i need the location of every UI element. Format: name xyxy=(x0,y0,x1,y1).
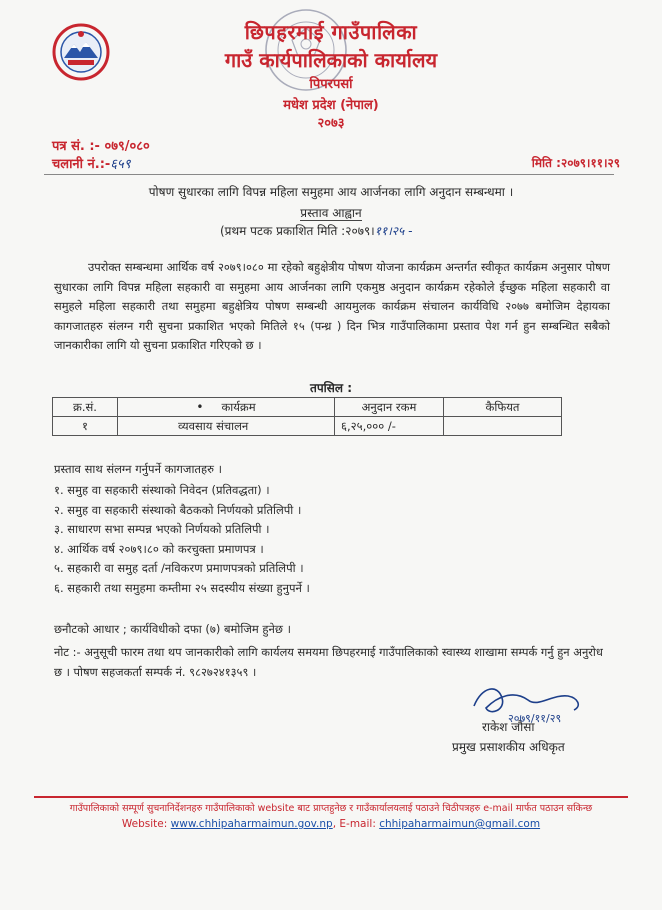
letterhead-location: पिपरपर्सा xyxy=(309,77,353,92)
letterhead-municipality: छिपहरमाई गाउँपालिका xyxy=(244,20,418,44)
program-table xyxy=(52,397,562,436)
table-cell-remarks xyxy=(444,417,562,436)
contact-note: नोट :- अनुसूची फारम तथा थप जानकारीको लागि कार्यलय समयमा छिपहरमाई गाउँपालिकाको स्वास्थ्य शाखामा सम्पर्क गर्नु हुन अनुरोध छ । पोषण सहजकर्ता सम्पर्क नं. ९८२७२४१३५९ । xyxy=(54,645,603,679)
list-item: ५. सहकारी वा समुह दर्ता /नविकरण प्रमाणपत्रको प्रतिलिपी । xyxy=(54,561,304,575)
table-cell-amount: ६,२५,००० /- xyxy=(335,417,444,436)
letter-number-label: पत्र सं. :- xyxy=(52,139,100,154)
table-header-program-text: कार्यक्रम xyxy=(221,399,256,414)
header-divider xyxy=(44,174,614,175)
table-header-remarks: कैफियत xyxy=(444,398,562,417)
published-date xyxy=(220,222,412,239)
details-heading: तपसिल : xyxy=(310,381,352,395)
letter-date-label: मिति : xyxy=(531,156,561,170)
dispatch-number-value: ६५९ xyxy=(110,157,131,172)
list-item: ४. आर्थिक वर्ष २०७९।८० को करचुक्ता प्रमाणपत्र । xyxy=(54,541,264,556)
bullet-dot: • xyxy=(196,399,204,414)
signature-date: २०७९/११/२९ xyxy=(508,712,562,725)
email-link[interactable]: chhipaharmaimun@gmail.com xyxy=(379,818,541,830)
letter-subject: पोषण सुधारका लागि विपन्न महिला समुहमा आय आर्जनका लागि अनुदान सम्बन्धमा । xyxy=(148,185,514,199)
footer-email-label: , E-mail: xyxy=(332,818,376,830)
table-header-serial: क्र.सं. xyxy=(53,398,118,417)
footer-contact xyxy=(0,818,662,830)
table-cell-program: व्यवसाय संचालन xyxy=(118,417,335,436)
website-link[interactable]: www.chhipaharmaimun.gov.np xyxy=(170,818,333,830)
letter-date xyxy=(532,154,620,171)
list-item: ६. सहकारी तथा समुहमा कम्तीमा २५ सदस्यीय संख्या हुनुपर्ने । xyxy=(54,580,310,595)
footer-divider xyxy=(34,796,628,798)
notice-title-text: प्रस्ताव आह्वान xyxy=(300,206,362,220)
list-item: ३. साधारण सभा सम्पन्न भएको निर्णयको प्रतिलिपी । xyxy=(54,522,270,536)
table-header-row xyxy=(53,398,562,417)
published-date-value: ११।२५ - xyxy=(374,224,413,238)
letterhead-year: २०७३ xyxy=(317,116,345,131)
table-header-amount: अनुदान रकम xyxy=(335,398,444,417)
table-header-program xyxy=(118,398,335,417)
selection-basis: छनौटको आधार ; कार्यविधीको दफा (७) बमोजिम हुनेछ । xyxy=(54,622,291,636)
footer-info: गाउँपालिकाको सम्पूर्ण सुचनानिर्देशनहरु गाउँपालिकाको website बाट प्राप्तहुनेछ र गाउँकार्यालयलाई पठाउने चिठीपत्रहरु e-mail मार्फत पठाउन सकिन्छ xyxy=(69,803,593,814)
letterhead-province: मधेश प्रदेश (नेपाल) xyxy=(283,98,379,113)
notice-title xyxy=(0,204,662,221)
list-item: १. समुह वा सहकारी संस्थाको निवेदन (प्रतिवद्धता) । xyxy=(54,483,270,497)
list-item: २. समुह वा सहकारी संस्थाको बैठकको निर्णयको प्रतिलिपी । xyxy=(54,502,302,517)
letter-number xyxy=(52,136,150,154)
letterhead-office: गाउँ कार्यपालिकाको कार्यालय xyxy=(224,48,438,72)
dispatch-number xyxy=(52,154,131,172)
signer-designation: प्रमुख प्रसाशकीय अधिकृत xyxy=(452,740,565,754)
letter-number-value: ०७९/०८० xyxy=(104,139,150,154)
table-cell-serial: १ xyxy=(53,417,118,436)
dispatch-number-label: चलानी नं.:- xyxy=(52,157,111,172)
published-date-label: (प्रथम पटक प्रकाशित मिति :२०७९। xyxy=(220,224,375,238)
letter-date-value: २०७९।११।२९ xyxy=(560,156,620,170)
body-paragraph-text: उपरोक्त सम्बन्धमा आर्थिक वर्ष २०७९।०८० मा रहेको बहुक्षेत्रीय पोषण योजना कार्यक्रम अन्तर्गत स्वीकृत कार्यक्रम अनुसार पोषण सुधारका लागि विपन्न महिला सहकारी वा समुहमा आय आर्जनका लागि एकमुष्ठ अनुदान कार्यक्रम रहेकोले ईच्छुक महिला सहकारी वा समुहले महिला सहकारी तथा समुहमा बहुक्षेत्रिय पोषण सम्बन्धी आयमुलक कार्यक्रम संचालन कार्यविधि २०७७ बमोजिम देहायका कागजातहरु संलग्न गरी सुचना प्रकाशित भएको मितिले १५ (पन्ध्र ) दिन भित्र गाउँपालिकामा प्रस्ताव पेश गर्न हुन सम्बन्धित सबैको जानकारीका लागि यो सुचना प्रकाशित गरिएको छ । xyxy=(54,260,610,353)
required-documents-list xyxy=(54,481,310,598)
body-paragraph xyxy=(54,258,610,356)
required-documents-title: प्रस्ताव साथ संलग्न गर्नुपर्ने कागजातहरु । xyxy=(54,462,222,476)
table-row xyxy=(53,417,562,436)
footer-website-label: Website: xyxy=(121,818,168,830)
signer-name: राकेश जौसा xyxy=(482,720,535,734)
